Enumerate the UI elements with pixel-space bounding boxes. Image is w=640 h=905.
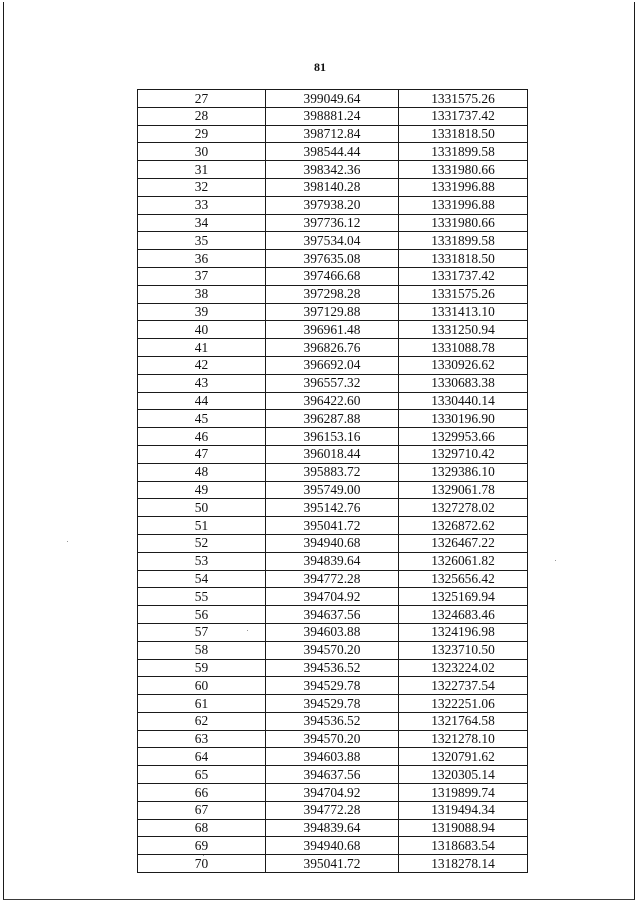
point-number-cell: 34 <box>138 214 266 232</box>
x-coordinate-cell: 394529.78 <box>266 677 399 695</box>
point-number-cell: 67 <box>138 801 266 819</box>
x-coordinate-cell: 394536.52 <box>266 712 399 730</box>
x-coordinate-cell: 394839.64 <box>266 552 399 570</box>
y-coordinate-cell: 1331413.10 <box>399 303 528 321</box>
x-coordinate-cell: 397298.28 <box>266 285 399 303</box>
table-row <box>138 250 528 268</box>
point-number-cell: 46 <box>138 428 266 446</box>
table-row <box>138 784 528 802</box>
point-number-cell: 65 <box>138 766 266 784</box>
point-number-cell: 52 <box>138 534 266 552</box>
y-coordinate-cell: 1319494.34 <box>399 801 528 819</box>
table-row <box>138 712 528 730</box>
table-row <box>138 161 528 179</box>
point-number-cell: 47 <box>138 445 266 463</box>
x-coordinate-cell: 397938.20 <box>266 196 399 214</box>
table-row <box>138 410 528 428</box>
coordinates-table <box>137 89 528 873</box>
x-coordinate-cell: 399049.64 <box>266 90 399 108</box>
y-coordinate-cell: 1330926.62 <box>399 356 528 374</box>
y-coordinate-cell: 1318278.14 <box>399 855 528 873</box>
table-row <box>138 374 528 392</box>
point-number-cell: 63 <box>138 730 266 748</box>
x-coordinate-cell: 394570.20 <box>266 730 399 748</box>
point-number-cell: 39 <box>138 303 266 321</box>
table-row <box>138 659 528 677</box>
x-coordinate-cell: 394570.20 <box>266 641 399 659</box>
scan-speck <box>247 630 248 631</box>
y-coordinate-cell: 1321764.58 <box>399 712 528 730</box>
table-row <box>138 481 528 499</box>
table-row <box>138 90 528 108</box>
point-number-cell: 48 <box>138 463 266 481</box>
y-coordinate-cell: 1327278.02 <box>399 499 528 517</box>
x-coordinate-cell: 397129.88 <box>266 303 399 321</box>
x-coordinate-cell: 397635.08 <box>266 250 399 268</box>
y-coordinate-cell: 1331088.78 <box>399 339 528 357</box>
x-coordinate-cell: 396557.32 <box>266 374 399 392</box>
point-number-cell: 33 <box>138 196 266 214</box>
y-coordinate-cell: 1331575.26 <box>399 90 528 108</box>
y-coordinate-cell: 1331818.50 <box>399 250 528 268</box>
scan-speck <box>555 560 556 561</box>
table-row <box>138 819 528 837</box>
y-coordinate-cell: 1329386.10 <box>399 463 528 481</box>
point-number-cell: 28 <box>138 107 266 125</box>
y-coordinate-cell: 1325656.42 <box>399 570 528 588</box>
x-coordinate-cell: 394603.88 <box>266 748 399 766</box>
x-coordinate-cell: 394839.64 <box>266 819 399 837</box>
y-coordinate-cell: 1331818.50 <box>399 125 528 143</box>
x-coordinate-cell: 398342.36 <box>266 161 399 179</box>
table-row <box>138 285 528 303</box>
scan-speck <box>203 855 204 856</box>
x-coordinate-cell: 397466.68 <box>266 267 399 285</box>
point-number-cell: 58 <box>138 641 266 659</box>
point-number-cell: 57 <box>138 623 266 641</box>
x-coordinate-cell: 395041.72 <box>266 517 399 535</box>
x-coordinate-cell: 397534.04 <box>266 232 399 250</box>
table-row <box>138 730 528 748</box>
x-coordinate-cell: 398544.44 <box>266 143 399 161</box>
point-number-cell: 42 <box>138 356 266 374</box>
x-coordinate-cell: 394637.56 <box>266 606 399 624</box>
table-row <box>138 623 528 641</box>
point-number-cell: 30 <box>138 143 266 161</box>
table-row <box>138 196 528 214</box>
y-coordinate-cell: 1330683.38 <box>399 374 528 392</box>
y-coordinate-cell: 1325169.94 <box>399 588 528 606</box>
table-row <box>138 766 528 784</box>
table-row <box>138 178 528 196</box>
table-row <box>138 588 528 606</box>
point-number-cell: 68 <box>138 819 266 837</box>
x-coordinate-cell: 398881.24 <box>266 107 399 125</box>
y-coordinate-cell: 1318683.54 <box>399 837 528 855</box>
x-coordinate-cell: 398140.28 <box>266 178 399 196</box>
x-coordinate-cell: 396692.04 <box>266 356 399 374</box>
x-coordinate-cell: 394704.92 <box>266 588 399 606</box>
x-coordinate-cell: 394940.68 <box>266 837 399 855</box>
y-coordinate-cell: 1329710.42 <box>399 445 528 463</box>
table-row <box>138 463 528 481</box>
y-coordinate-cell: 1326467.22 <box>399 534 528 552</box>
table-row <box>138 303 528 321</box>
y-coordinate-cell: 1331980.66 <box>399 214 528 232</box>
y-coordinate-cell: 1320305.14 <box>399 766 528 784</box>
x-coordinate-cell: 397736.12 <box>266 214 399 232</box>
x-coordinate-cell: 394772.28 <box>266 570 399 588</box>
table-row <box>138 107 528 125</box>
point-number-cell: 41 <box>138 339 266 357</box>
point-number-cell: 56 <box>138 606 266 624</box>
point-number-cell: 50 <box>138 499 266 517</box>
page-number: 81 <box>314 60 326 74</box>
y-coordinate-cell: 1331996.88 <box>399 196 528 214</box>
y-coordinate-cell: 1331250.94 <box>399 321 528 339</box>
y-coordinate-cell: 1331575.26 <box>399 285 528 303</box>
table-row <box>138 641 528 659</box>
x-coordinate-cell: 394637.56 <box>266 766 399 784</box>
x-coordinate-cell: 394603.88 <box>266 623 399 641</box>
x-coordinate-cell: 395883.72 <box>266 463 399 481</box>
y-coordinate-cell: 1324683.46 <box>399 606 528 624</box>
x-coordinate-cell: 394704.92 <box>266 784 399 802</box>
y-coordinate-cell: 1330196.90 <box>399 410 528 428</box>
table-row <box>138 748 528 766</box>
x-coordinate-cell: 395041.72 <box>266 855 399 873</box>
y-coordinate-cell: 1320791.62 <box>399 748 528 766</box>
y-coordinate-cell: 1330440.14 <box>399 392 528 410</box>
x-coordinate-cell: 398712.84 <box>266 125 399 143</box>
y-coordinate-cell: 1319899.74 <box>399 784 528 802</box>
x-coordinate-cell: 394940.68 <box>266 534 399 552</box>
point-number-cell: 40 <box>138 321 266 339</box>
y-coordinate-cell: 1323224.02 <box>399 659 528 677</box>
point-number-cell: 27 <box>138 90 266 108</box>
scan-speck <box>67 541 68 542</box>
point-number-cell: 70 <box>138 855 266 873</box>
point-number-cell: 55 <box>138 588 266 606</box>
y-coordinate-cell: 1331996.88 <box>399 178 528 196</box>
point-number-cell: 32 <box>138 178 266 196</box>
y-coordinate-cell: 1326872.62 <box>399 517 528 535</box>
point-number-cell: 54 <box>138 570 266 588</box>
point-number-cell: 36 <box>138 250 266 268</box>
point-number-cell: 35 <box>138 232 266 250</box>
table-row <box>138 677 528 695</box>
table-row <box>138 606 528 624</box>
point-number-cell: 31 <box>138 161 266 179</box>
table-row <box>138 214 528 232</box>
table-row <box>138 267 528 285</box>
x-coordinate-cell: 396826.76 <box>266 339 399 357</box>
point-number-cell: 44 <box>138 392 266 410</box>
table-row <box>138 321 528 339</box>
table-row <box>138 125 528 143</box>
table-row <box>138 570 528 588</box>
table-row <box>138 855 528 873</box>
y-coordinate-cell: 1322251.06 <box>399 695 528 713</box>
x-coordinate-cell: 396018.44 <box>266 445 399 463</box>
point-number-cell: 38 <box>138 285 266 303</box>
point-number-cell: 60 <box>138 677 266 695</box>
point-number-cell: 29 <box>138 125 266 143</box>
table-row <box>138 801 528 819</box>
point-number-cell: 43 <box>138 374 266 392</box>
table-row <box>138 837 528 855</box>
table-row <box>138 534 528 552</box>
table-row <box>138 499 528 517</box>
x-coordinate-cell: 396422.60 <box>266 392 399 410</box>
x-coordinate-cell: 395142.76 <box>266 499 399 517</box>
y-coordinate-cell: 1329061.78 <box>399 481 528 499</box>
point-number-cell: 59 <box>138 659 266 677</box>
y-coordinate-cell: 1331737.42 <box>399 107 528 125</box>
point-number-cell: 66 <box>138 784 266 802</box>
x-coordinate-cell: 394536.52 <box>266 659 399 677</box>
table-row <box>138 695 528 713</box>
table-row <box>138 392 528 410</box>
table-row <box>138 552 528 570</box>
y-coordinate-cell: 1321278.10 <box>399 730 528 748</box>
x-coordinate-cell: 394529.78 <box>266 695 399 713</box>
y-coordinate-cell: 1323710.50 <box>399 641 528 659</box>
table-row <box>138 428 528 446</box>
x-coordinate-cell: 395749.00 <box>266 481 399 499</box>
x-coordinate-cell: 396287.88 <box>266 410 399 428</box>
y-coordinate-cell: 1329953.66 <box>399 428 528 446</box>
coordinates-table-body <box>138 90 528 873</box>
y-coordinate-cell: 1322737.54 <box>399 677 528 695</box>
y-coordinate-cell: 1331737.42 <box>399 267 528 285</box>
point-number-cell: 45 <box>138 410 266 428</box>
y-coordinate-cell: 1326061.82 <box>399 552 528 570</box>
point-number-cell: 49 <box>138 481 266 499</box>
table-row <box>138 445 528 463</box>
y-coordinate-cell: 1319088.94 <box>399 819 528 837</box>
table-row <box>138 517 528 535</box>
point-number-cell: 51 <box>138 517 266 535</box>
y-coordinate-cell: 1331980.66 <box>399 161 528 179</box>
y-coordinate-cell: 1324196.98 <box>399 623 528 641</box>
point-number-cell: 69 <box>138 837 266 855</box>
point-number-cell: 62 <box>138 712 266 730</box>
table-row <box>138 356 528 374</box>
point-number-cell: 64 <box>138 748 266 766</box>
x-coordinate-cell: 396153.16 <box>266 428 399 446</box>
point-number-cell: 37 <box>138 267 266 285</box>
point-number-cell: 53 <box>138 552 266 570</box>
x-coordinate-cell: 394772.28 <box>266 801 399 819</box>
point-number-cell: 61 <box>138 695 266 713</box>
y-coordinate-cell: 1331899.58 <box>399 143 528 161</box>
x-coordinate-cell: 396961.48 <box>266 321 399 339</box>
table-row <box>138 339 528 357</box>
table-row <box>138 143 528 161</box>
y-coordinate-cell: 1331899.58 <box>399 232 528 250</box>
table-row <box>138 232 528 250</box>
